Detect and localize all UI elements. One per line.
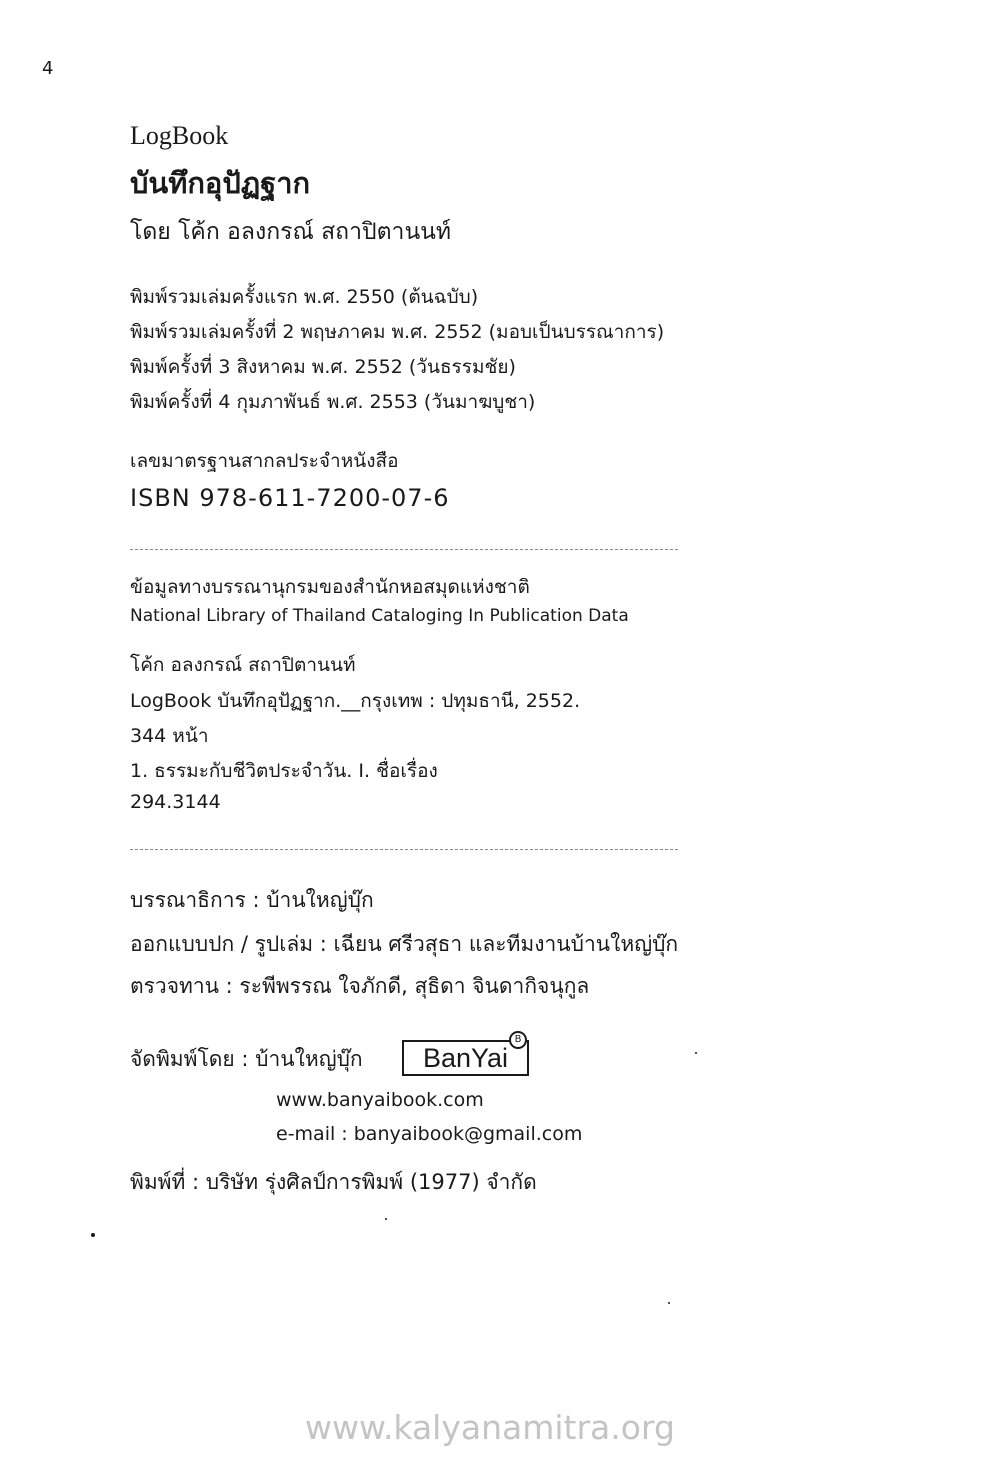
print-history-1: พิมพ์รวมเล่มครั้งแรก พ.ศ. 2550 (ต้นฉบับ) [130,286,479,308]
credit-editor: บรรณาธิการ : บ้านใหญ่บุ๊ก [130,888,374,912]
credit-proof: ตรวจทาน : ระพีพรรณ ใจภักดี, สุธิดา จินดากิจนุกูล [130,974,590,998]
publisher-email: e-mail : banyaibook@gmail.com [276,1123,583,1145]
cip-author: โค้ก อลงกรณ์ สถาปิตานนท์ [130,654,356,676]
scan-speck [668,1302,670,1304]
page-number: 4 [42,58,54,79]
scan-speck [91,1233,95,1237]
cip-pages: 344 หน้า [130,725,209,747]
series-name: LogBook [130,121,229,150]
cip-heading-en: National Library of Thailand Cataloging In Publication Data [130,606,629,626]
book-title: บันทึกอุปัฏฐาก [130,166,311,200]
author-line: โดย โค้ก อลงกรณ์ สถาปิตานนท์ [130,219,452,245]
separator-bottom [130,849,678,850]
isbn-number: ISBN 978-611-7200-07-6 [130,484,450,512]
cip-class-number: 294.3144 [130,791,221,813]
cip-title-line: LogBook บันทึกอุปัฏฐาก.__กรุงเทพ : ปทุมธานี, 2552. [130,690,581,712]
scan-speck [695,1052,697,1054]
scan-speck [385,1218,387,1220]
printer-line: พิมพ์ที่ : บริษัท รุ่งศิลป์การพิมพ์ (1977) จำกัด [130,1170,537,1194]
print-history-2: พิมพ์รวมเล่มครั้งที่ 2 พฤษภาคม พ.ศ. 2552 (มอบเป็นบรรณาการ) [130,321,665,343]
publisher-label: จัดพิมพ์โดย : บ้านใหญ่บุ๊ก [130,1047,363,1071]
isbn-label: เลขมาตรฐานสากลประจำหนังสือ [130,450,399,472]
cip-subject: 1. ธรรมะกับชีวิตประจำวัน. I. ชื่อเรื่อง [130,760,438,782]
cip-heading-th: ข้อมูลทางบรรณานุกรมของสำนักหอสมุดแห่งชาติ [130,576,530,598]
credit-design: ออกแบบปก / รูปเล่ม : เฉียน ศรีวสุธา และทีมงานบ้านใหญ่บุ๊ก [130,932,679,956]
print-history-3: พิมพ์ครั้งที่ 3 สิงหาคม พ.ศ. 2552 (วันธรรมชัย) [130,356,516,378]
publisher-website: www.banyaibook.com [276,1089,484,1111]
separator-top [130,549,678,550]
banyai-logo-mark: B [509,1031,527,1049]
website-watermark: www.kalyanamitra.org [305,1408,675,1447]
print-history-4: พิมพ์ครั้งที่ 4 กุมภาพันธ์ พ.ศ. 2553 (วันมาฆบูชา) [130,391,536,413]
banyai-logo: BanYai [402,1040,529,1076]
